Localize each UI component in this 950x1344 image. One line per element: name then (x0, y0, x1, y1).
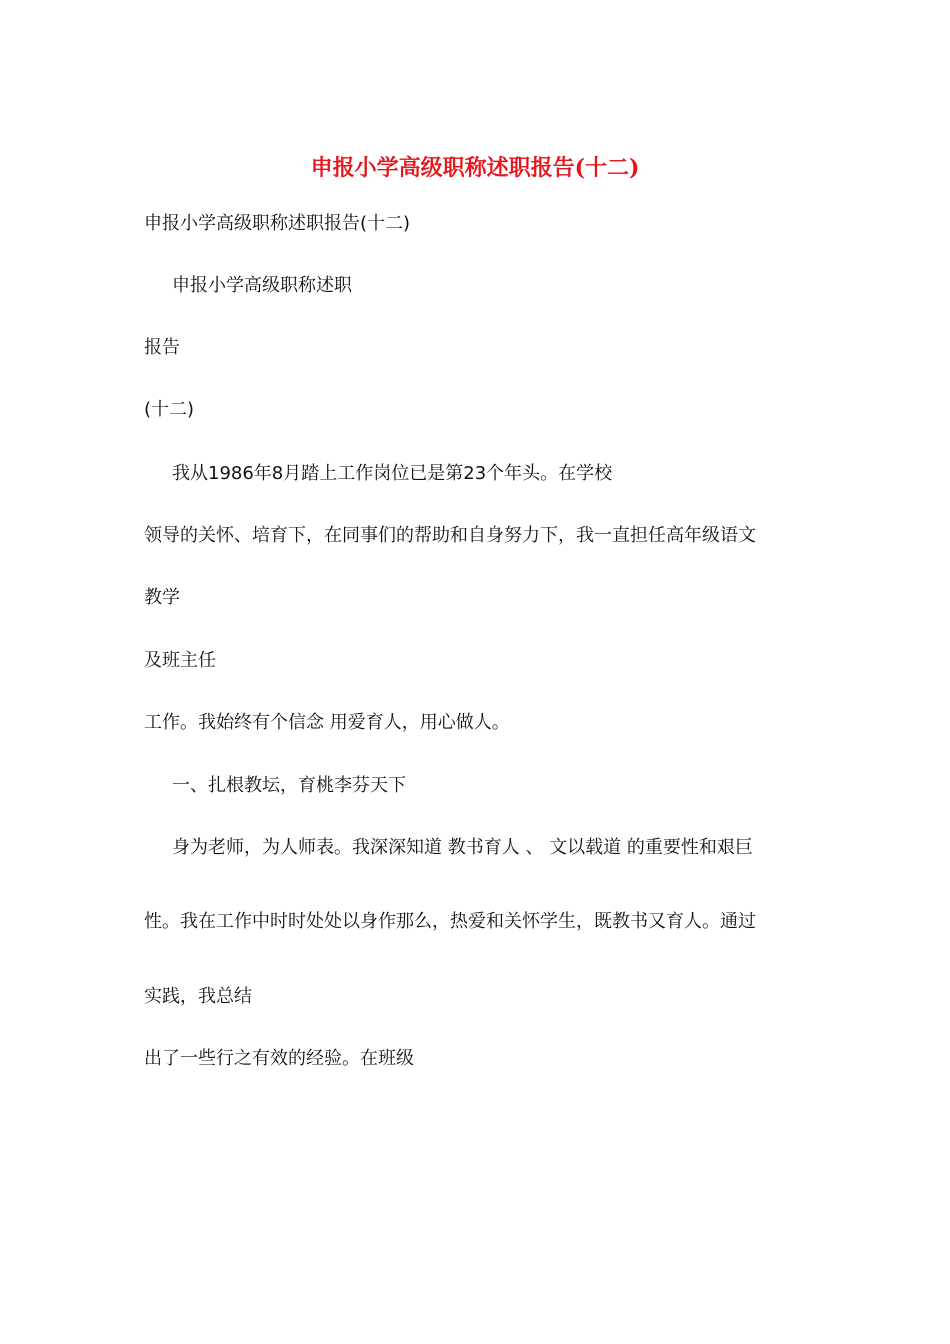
document-title: 申报小学高级职称述职报告(十二) (310, 155, 640, 181)
body-line-2: 申报小学高级职称述职 (172, 275, 352, 296)
body-line-13: 实践，我总结 (144, 986, 252, 1007)
body-line-7: 教学 (144, 587, 180, 608)
body-line-12: 性。我在工作中时时处处以身作那么，热爱和关怀学生，既教书又育人。通过 (144, 911, 756, 932)
body-line-5: 我从1986年8月踏上工作岗位已是第23个年头。在学校 (172, 463, 613, 484)
body-line-14: 出了一些行之有效的经验。在班级 (144, 1048, 414, 1069)
body-line-1: 申报小学高级职称述职报告(十二) (144, 213, 411, 234)
body-line-6: 领导的关怀、培育下，在同事们的帮助和自身努力下，我一直担任高年级语文 (144, 525, 756, 546)
body-line-11: 身为老师，为人师表。我深深知道 教书育人 、 文以载道 的重要性和艰巨 (172, 837, 753, 858)
body-line-9: 工作。我始终有个信念 用爱育人，用心做人。 (144, 712, 510, 733)
body-line-4: (十二) (144, 399, 195, 420)
body-line-10: 一、扎根教坛，育桃李芬天下 (172, 775, 406, 796)
body-line-8: 及班主任 (144, 650, 216, 671)
body-line-3: 报告 (144, 337, 180, 358)
